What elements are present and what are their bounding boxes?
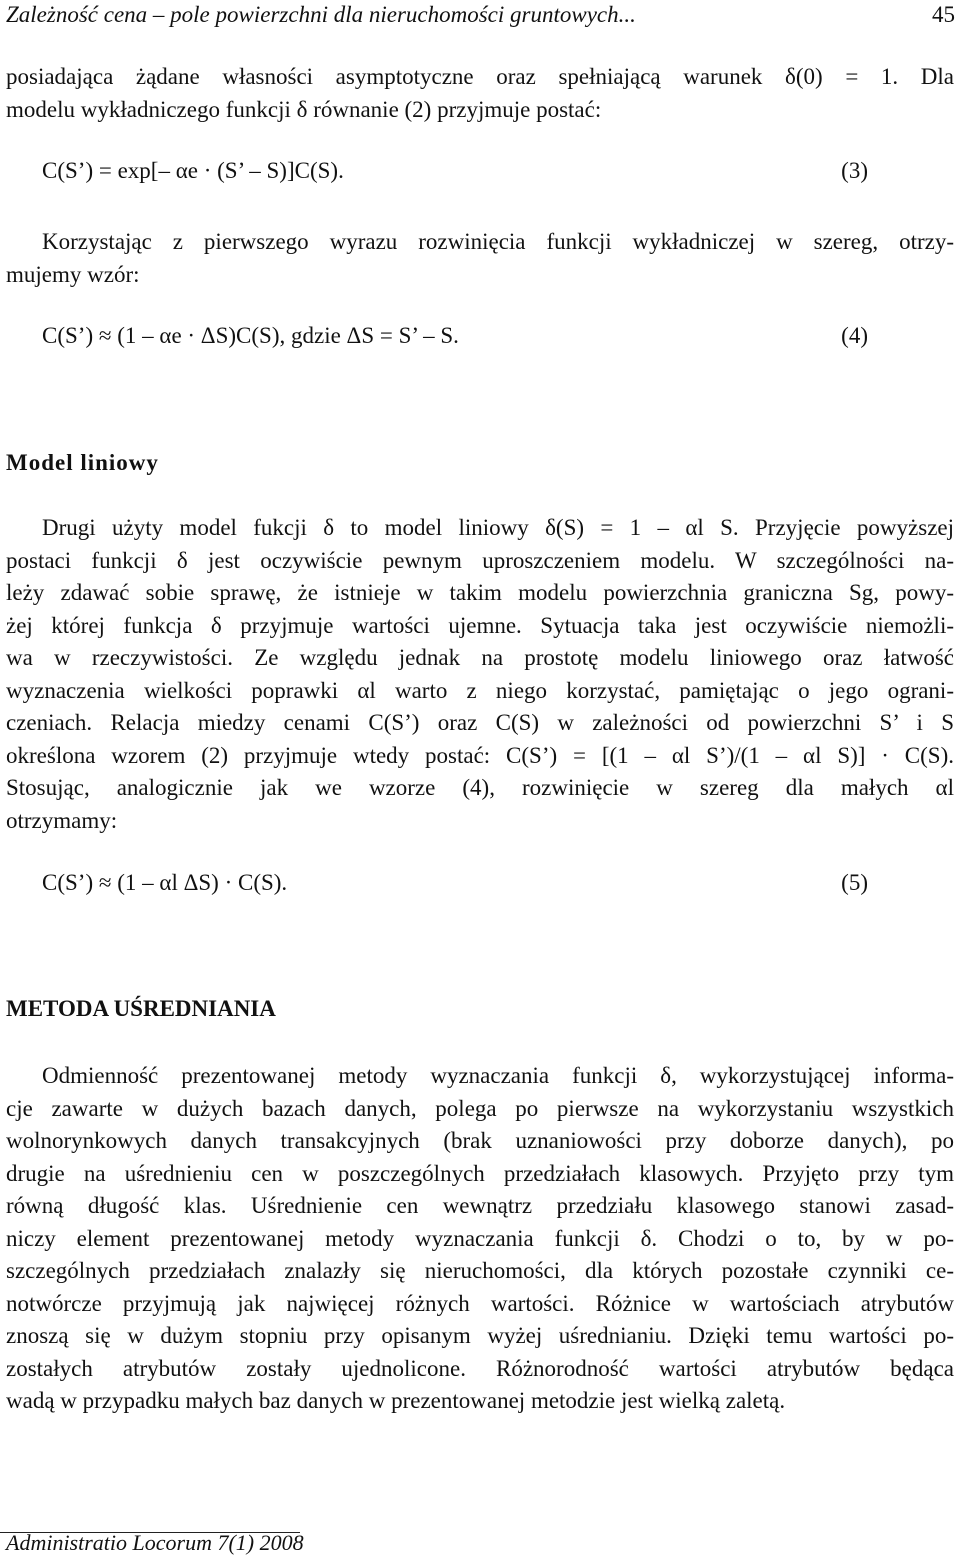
text-line: notwórcze przyjmują jak najwięcej różnych wartości. Różnice w wartościach atrybutów (6, 1290, 954, 1316)
text-line: wolnorynkowych danych transakcyjnych (brak uznaniowości przy doborze danych), po (6, 1128, 954, 1153)
intro-paragraph (6, 61, 954, 126)
text-line: posiadająca żądane własności asymptotyczne oraz spełniającą warunek δ(0) = 1. Dla (6, 64, 954, 89)
equation-text: C(S’) = exp[– αe · (S’ – S)]C(S). (42, 158, 344, 183)
averaging-method-paragraph (6, 1060, 954, 1418)
text-line: określona wzorem (2) przyjmuje wtedy postać: C(S’) = [(1 – αl S’)/(1 – αl S)] · C(S). (6, 742, 954, 768)
text-line: mujemy wzór: (6, 261, 140, 287)
text-line: żej której funkcja δ przyjmuje wartości ujemne. Sytuacja taka jest oczywiście niemożli- (6, 612, 954, 638)
equation-4 (42, 323, 868, 349)
text-line: otrzymamy: (6, 807, 118, 833)
text-line: Drugi użyty model fukcji δ to model liniowy δ(S) = 1 – αl S. Przyjęcie powyższej (42, 515, 954, 540)
text-line: drugie na uśrednieniu cen w poszczególnych przedziałach klasowych. Przyjęto przy tym (6, 1160, 954, 1186)
text-line: cje zawarte w dużych bazach danych, polega po pierwsze na wykorzystaniu wszystkich (6, 1095, 954, 1121)
equation-number: (4) (841, 323, 868, 348)
text-line: wadą w przypadku małych baz danych w prezentowanej metodzie jest wielką zaletą. (6, 1388, 786, 1413)
linear-model-paragraph (6, 512, 954, 837)
text-line: modelu wykładniczego funkcji δ równanie (2) przyjmuje postać: (6, 96, 602, 122)
equation-3 (42, 158, 868, 184)
text-line: niczy element prezentowanej metody wyznaczania funkcji δ. Chodzi o to, by w po- (6, 1225, 954, 1251)
equation-text: C(S’) ≈ (1 – αe · ΔS)C(S), gdzie ΔS = S’ – S. (42, 323, 459, 348)
text-line: czeniach. Relacja miedzy cenami C(S’) oraz C(S) w zależności od powierzchni S’ i S (6, 710, 954, 735)
text-line: wa w rzeczywistości. Ze względu jednak na prostotę modelu liniowego oraz łatwość (6, 645, 954, 670)
text-line: szczególnych przedziałach znalazły się nieruchomości, dla których pozostałe czynniki ce- (6, 1258, 954, 1283)
text-line: postaci funkcji δ jest oczywiście pewnym uproszczeniem modelu. W szczególności na- (6, 547, 954, 573)
text-line: Korzystając z pierwszego wyrazu rozwinięcia funkcji wykładniczej w szereg, otrzy- (42, 229, 954, 254)
equation-text: C(S’) ≈ (1 – αl ΔS) · C(S). (42, 870, 288, 895)
text-line: Odmienność prezentowanej metody wyznaczania funkcji δ, wykorzystującej informa- (42, 1063, 954, 1088)
equation-number: (5) (841, 870, 868, 895)
footer-journal: Administratio Locorum 7(1) 2008 (6, 1530, 304, 1555)
equation-5 (42, 870, 868, 896)
text-line: równą długość klas. Uśrednienie cen wewnątrz przedziału klasowego stanowi zasad- (6, 1193, 954, 1218)
running-title: Zależność cena – pole powierzchni dla nieruchomości gruntowych... (6, 2, 636, 27)
section-heading-averaging-method: METODA UŚREDNIANIA (6, 996, 276, 1021)
text-line: Stosując, analogicznie jak we wzorze (4), rozwinięcie w szereg dla małych αl (6, 775, 954, 800)
text-line: wyznaczenia wielkości poprawki αl warto z niego korzystać, pamiętając o jego ograni- (6, 677, 954, 703)
equation-number: (3) (841, 158, 868, 183)
text-line: znoszą się w dużym stopniu przy opisanym wyżej uśrednianiu. Dzięki temu wartości po- (6, 1323, 954, 1348)
text-line: zostałych atrybutów zostały ujednolicone. Różnorodność wartości atrybutów będąca (6, 1355, 954, 1381)
section-heading-linear-model: Model liniowy (6, 450, 159, 475)
expansion-paragraph (6, 226, 954, 291)
page-number: 45 (932, 2, 955, 27)
text-line: leży zdawać sobie sprawę, że istnieje w takim modelu powierzchnia graniczna Sg, powy- (6, 580, 954, 605)
